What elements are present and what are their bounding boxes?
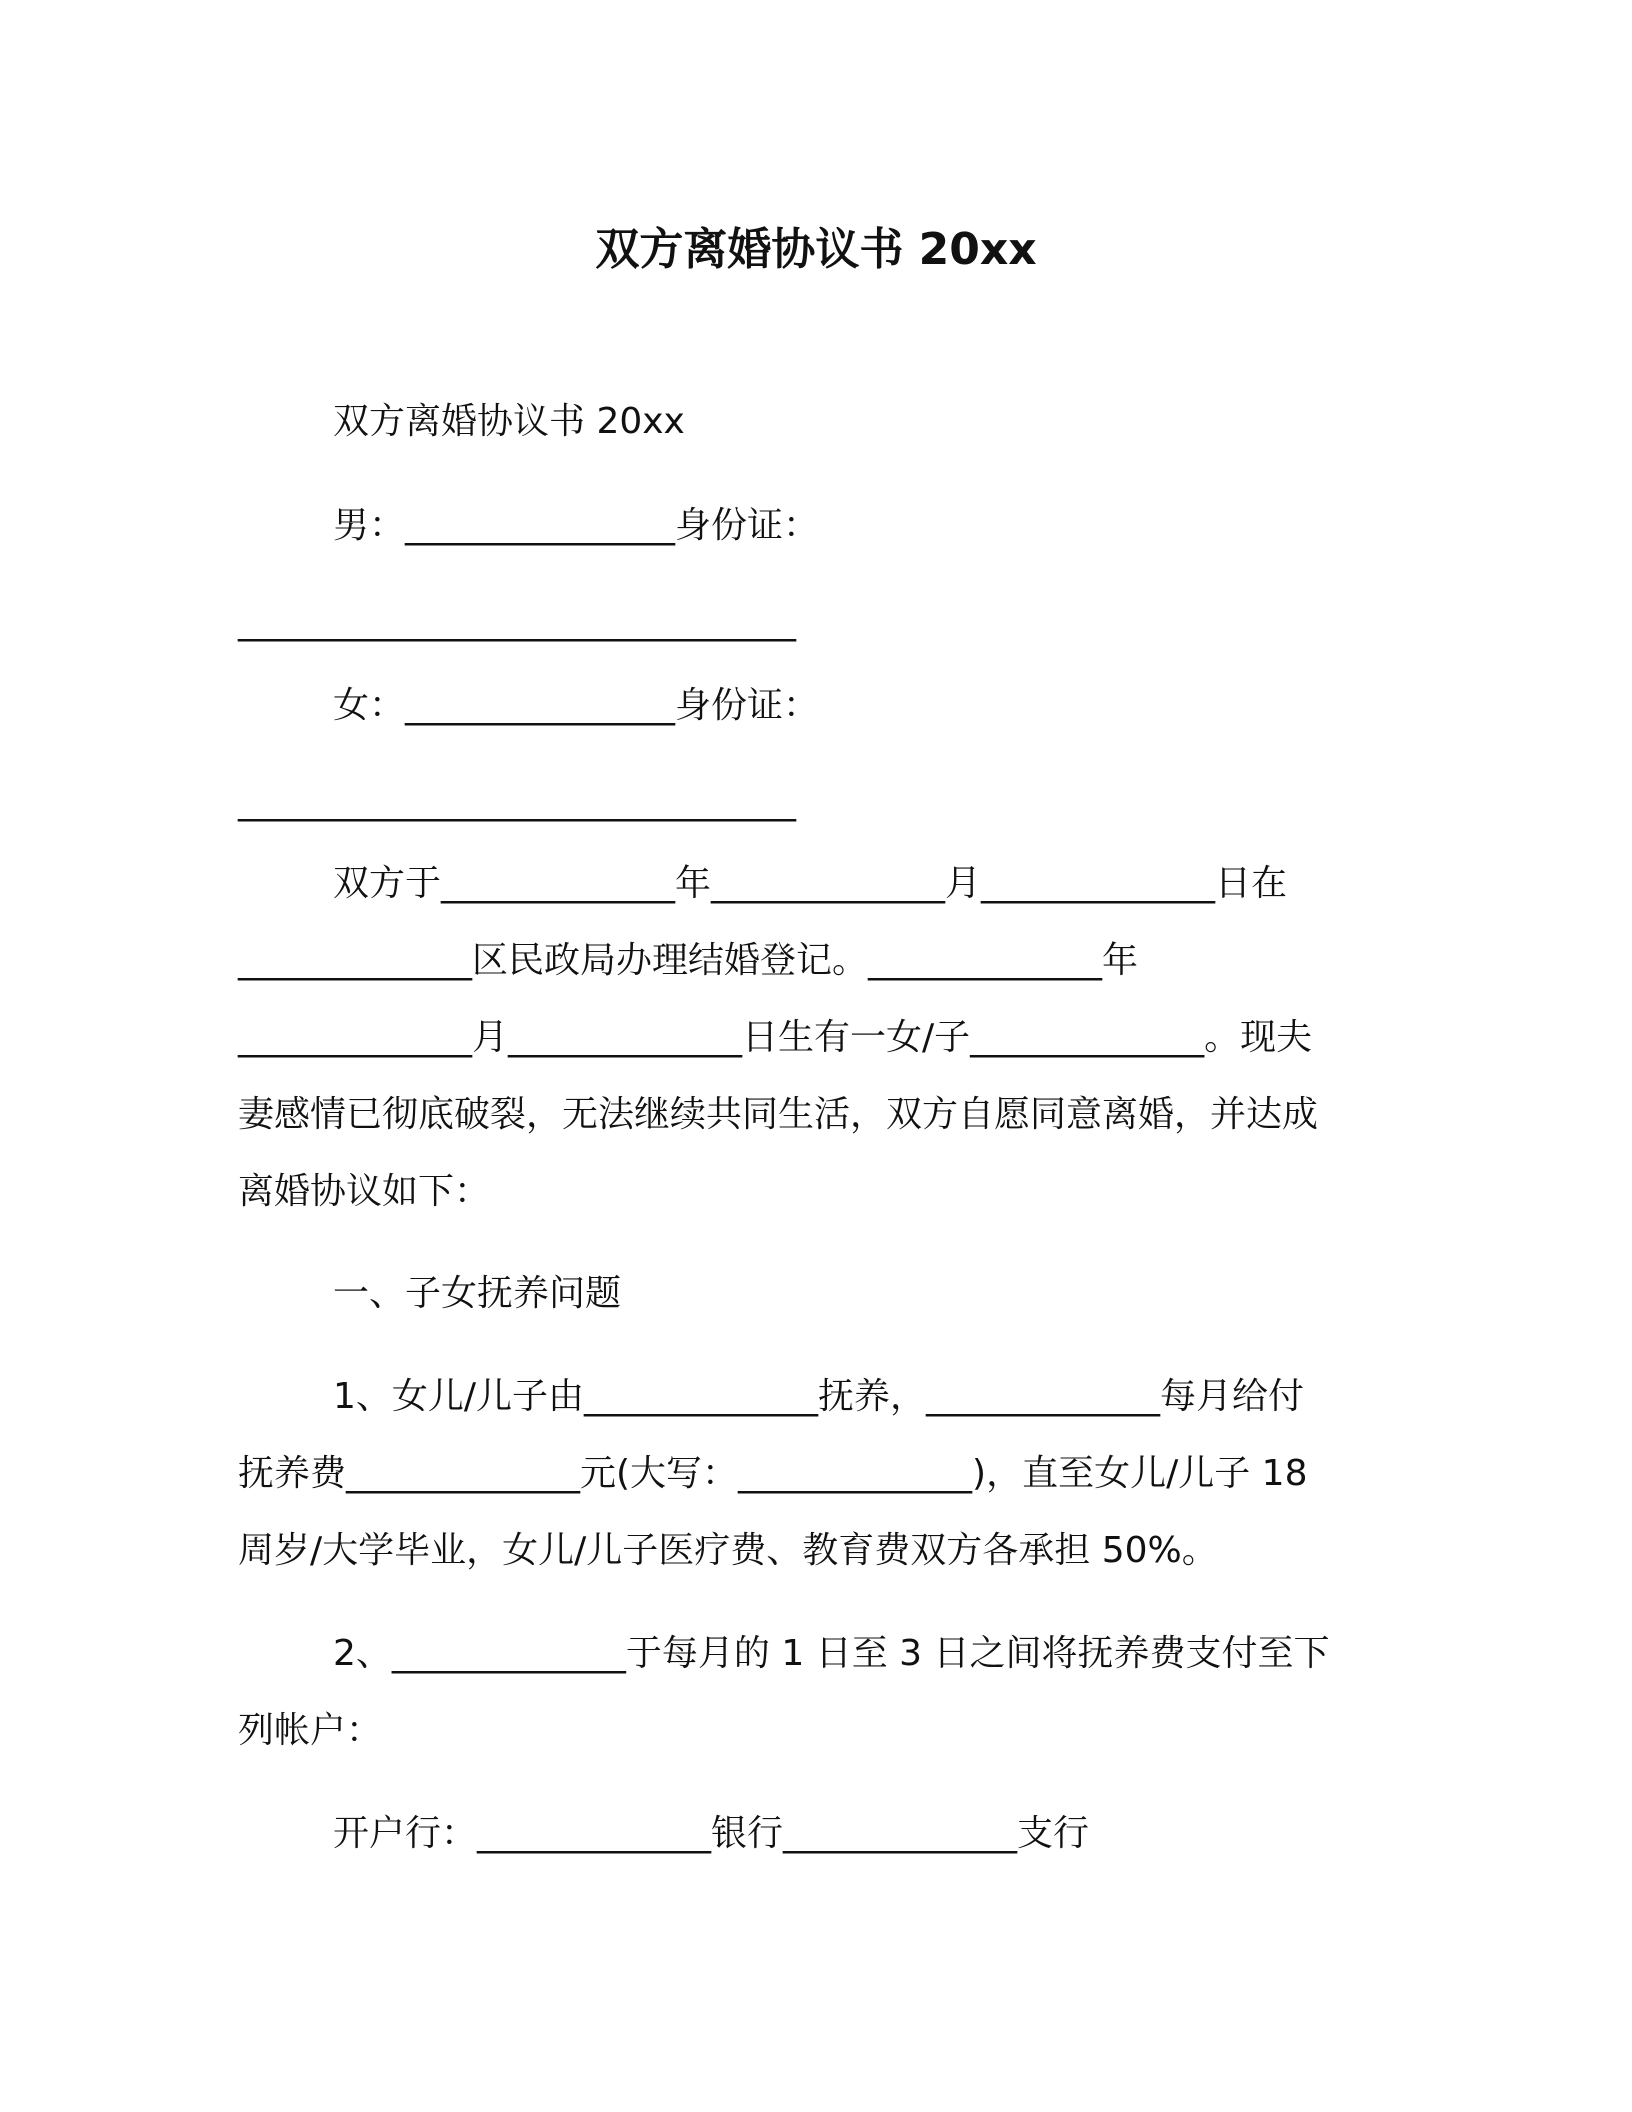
male-party-line: 男：_______________身份证： — [333, 505, 820, 546]
clause-1-line-3: 周岁/大学毕业，女儿/儿子医疗费、教育费双方各承担 50%。 — [238, 1530, 1218, 1571]
section-heading-child-custody: 一、子女抚养问题 — [333, 1273, 622, 1314]
bank-account-line: 开户行：_____________银行_____________支行 — [333, 1813, 1090, 1854]
agreement-intro-line: 离婚协议如下： — [238, 1171, 491, 1212]
clause-2-line-2: 列帐户： — [238, 1710, 383, 1751]
clause-1-line-2: 抚养费_____________元(大写：_____________)，直至女儿/儿子 18 — [238, 1453, 1308, 1494]
female-party-line: 女：_______________身份证： — [333, 685, 820, 726]
clause-2-line-1: 2、_____________于每月的 1 日至 3 日之间将抚养费支付至下 — [333, 1633, 1330, 1674]
male-id-blank: _______________________________ — [238, 601, 796, 642]
female-id-blank: _______________________________ — [238, 781, 796, 822]
clause-1-line-1: 1、女儿/儿子由_____________抚养，_____________每月给付 — [333, 1376, 1305, 1417]
marriage-date-line: 双方于_____________年_____________月_____________日在 — [333, 863, 1288, 904]
document-title: 双方离婚协议书 20xx — [595, 224, 1037, 275]
child-birth-line: _____________月_____________日生有一女/子_____________。现夫 — [238, 1017, 1313, 1058]
doc-subtitle: 双方离婚协议书 20xx — [333, 401, 685, 442]
agreement-statement-line: 妻感情已彻底破裂，无法继续共同生活，双方自愿同意离婚，并达成 — [238, 1094, 1319, 1135]
registration-line: _____________区民政局办理结婚登记。_____________年 — [238, 940, 1139, 981]
